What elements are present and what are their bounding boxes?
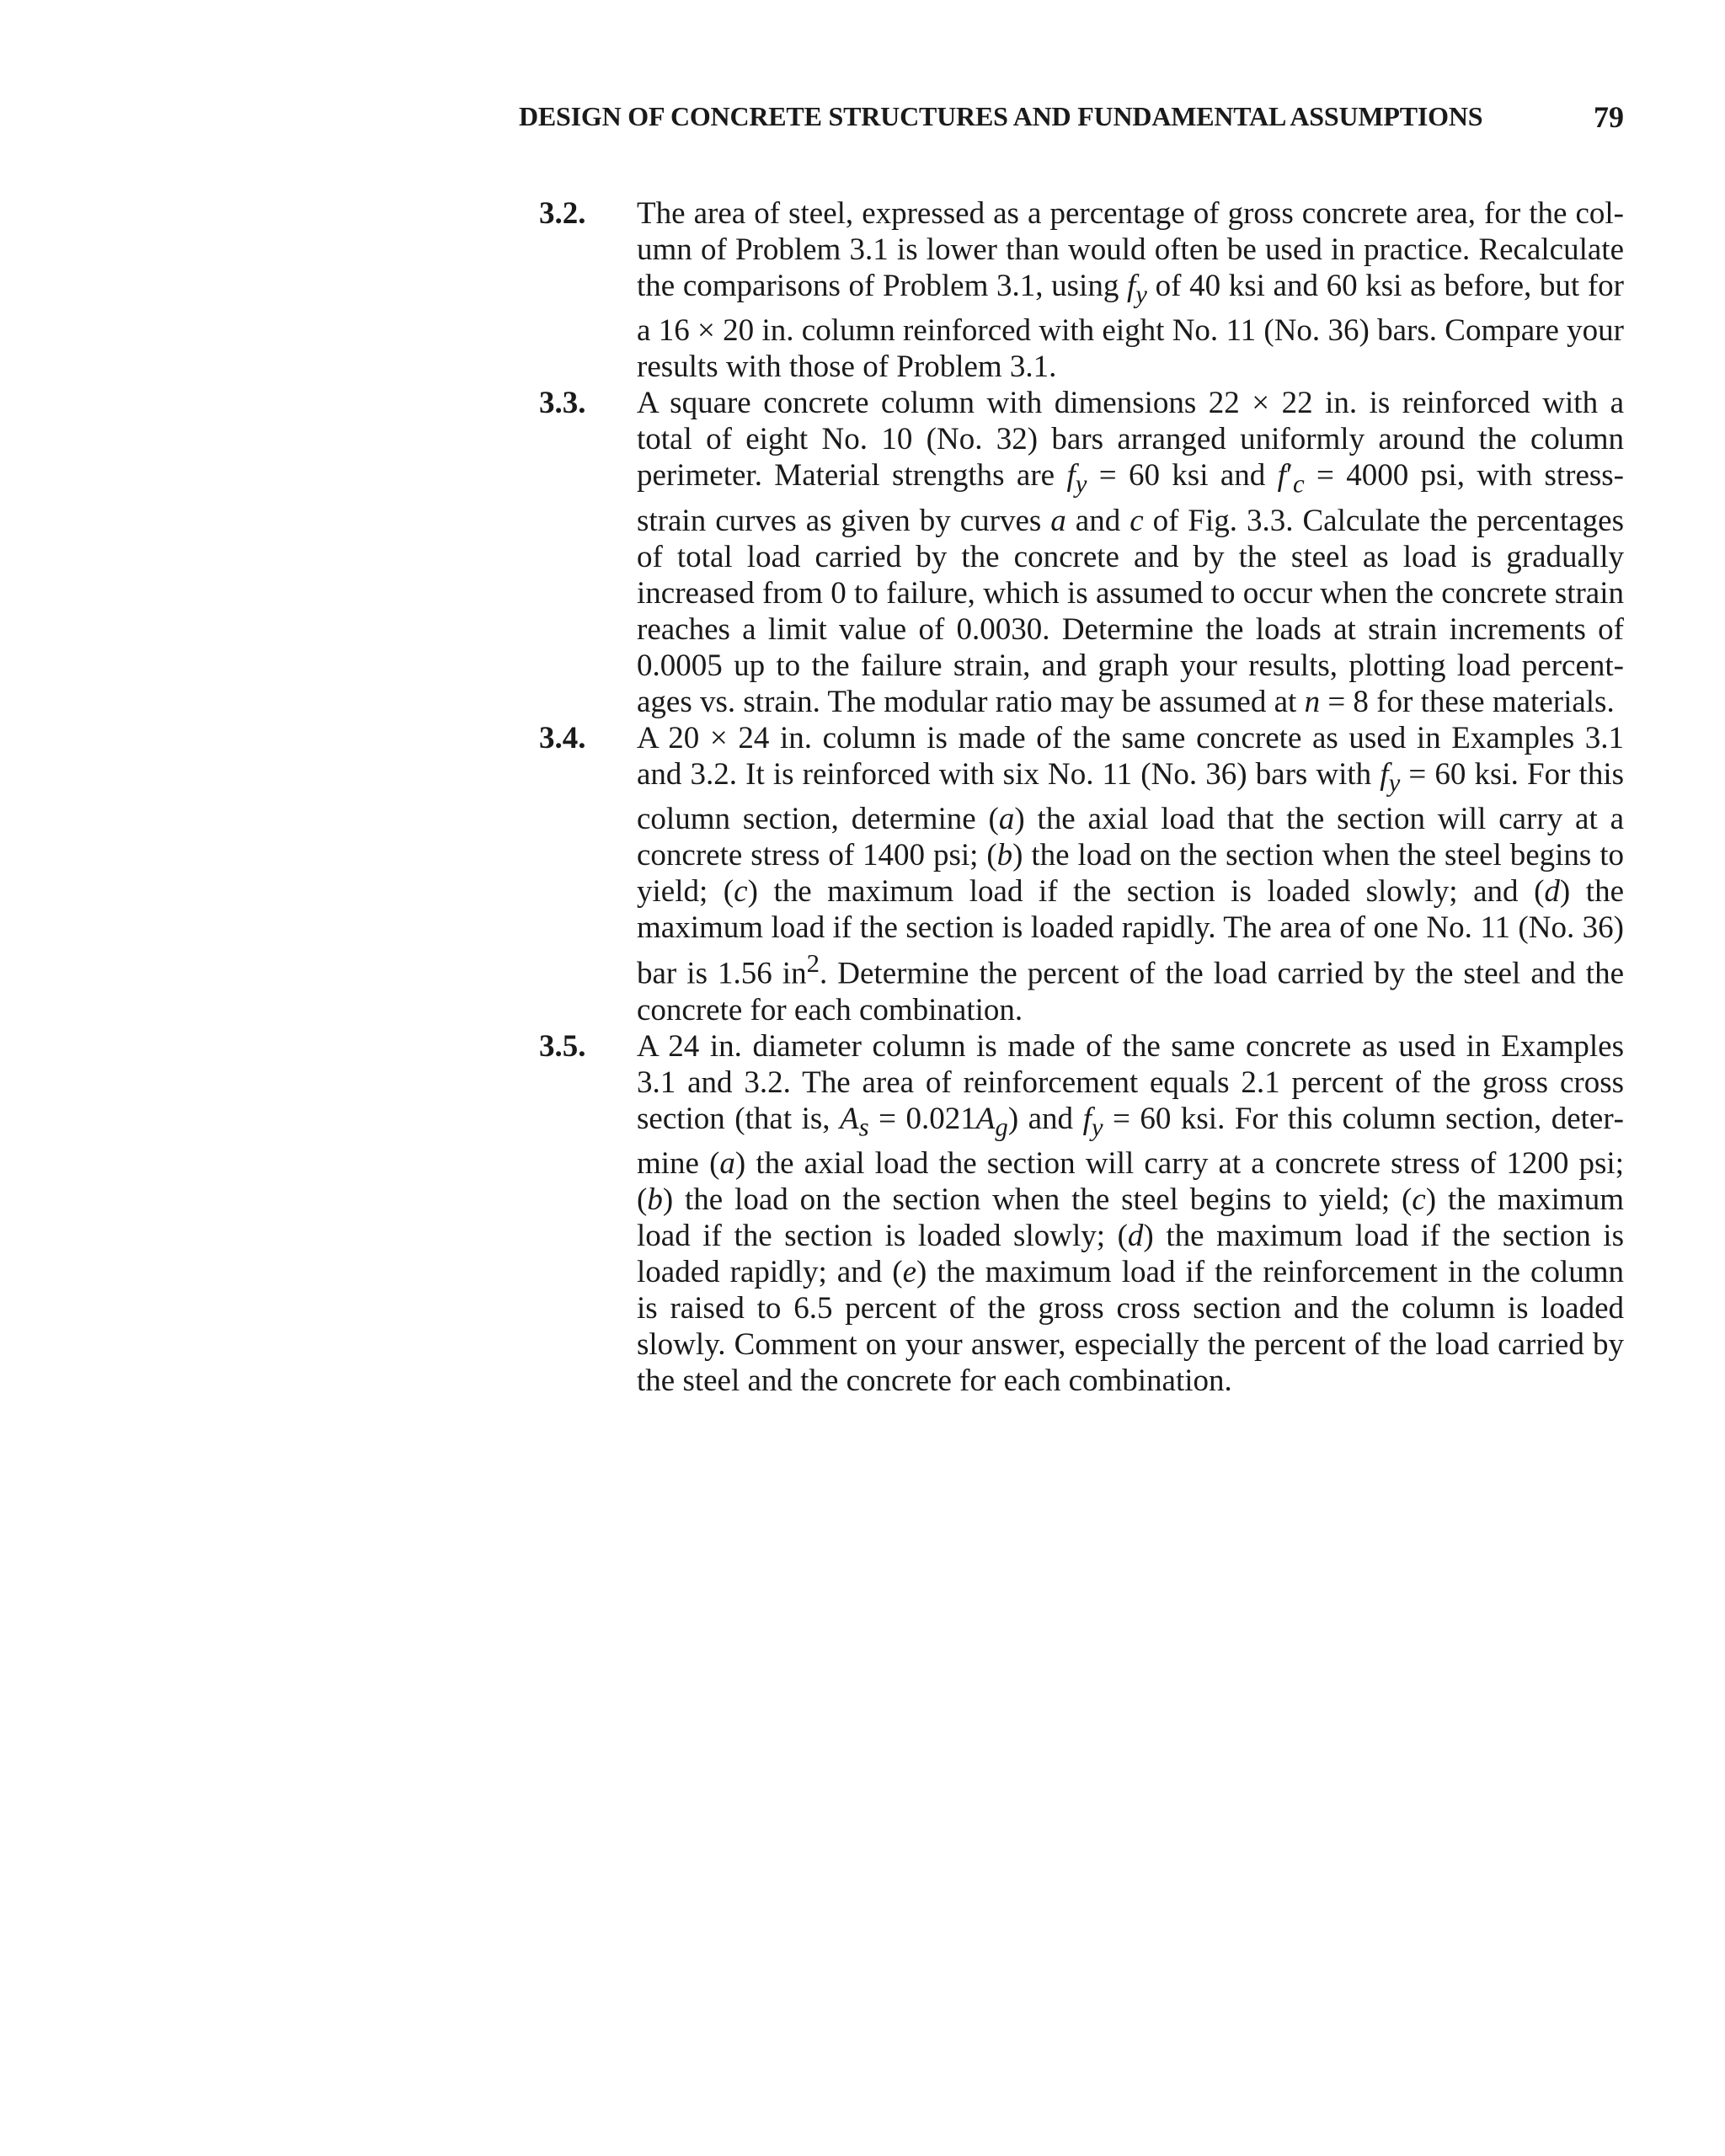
- page-number: 79: [1594, 100, 1624, 134]
- problem-number: 3.4.: [539, 720, 586, 755]
- problem-text: A 20 × 24 in. column is made of the same concrete as used in Examples 3.1 and 3.2. It is reinforced with six No. 11 (No. 36) bars with $f_y = 60$ ksi. For this column section, determine (a) the axial load that the section will carry at a concrete stress of 1400 psi; (b) the load on the section when the steel begins to yield; (c) the maximum load if the section is loaded slowly; and (d) the maximum load if the section is loaded rapidly. The area of one No. 11 (No. 36) bar is 1.56 $in^2$. Determine the percent of the load carried by the steel and the concrete for each combination.: [637, 720, 1625, 1027]
- problem-3-5: [539, 1028, 1624, 1399]
- problem-list: [539, 195, 1624, 1399]
- problem-number: 3.3.: [539, 386, 586, 421]
- problem-3-4: [539, 720, 1624, 1028]
- page-header: [519, 101, 1624, 141]
- problem-number: 3.2.: [539, 196, 586, 231]
- problem-3-2: [539, 195, 1624, 385]
- problem-text: A 24 in. diameter column is made of the same concrete as used in Examples 3.1 and 3.2. The area of reinforcement equals 2.1 percent of the gross cross section (that is, $A_s = 0.021A_g$) and $f_y = 60$ ksi. For this column section, determine (a) the axial load the section will carry at a concrete stress of 1200 psi; (b) the load on the section when the steel begins to yield; (c) the maximum load if the section is loaded slowly; (d) the maximum load if the section is loaded rapidly; and (e) the maximum load if the reinforcement in the column is raised to 6.5 percent of the gross cross section and the column is loaded slowly. Comment on your answer, especially the percent of the load carried by the steel and the concrete for each combination.: [637, 1028, 1625, 1398]
- problem-text: A square concrete column with dimensions 22 × 22 in. is reinforced with a total of eight No. 10 (No. 32) bars arranged uniformly around the column perimeter. Material strengths are $f_y = 60$ ksi and $f'_c = 4000$ psi, with stress-strain curves as given by curves a and c of Fig. 3.3. Calculate the percentages of total load carried by the concrete and by the steel as load is gradually increased from 0 to failure, which is assumed to occur when the concrete strain reaches a limit value of 0.0030. Determine the loads at strain increments of 0.0005 up to the failure strain, and graph your results, plotting load percentages vs. strain. The modular ratio may be assumed at n = 8 for these materials.: [637, 386, 1624, 719]
- problem-3-3: [539, 385, 1624, 719]
- problem-number: 3.5.: [539, 1028, 586, 1064]
- problem-text: The area of steel, expressed as a percentage of gross concrete area, for the column of Problem 3.1 is lower than would often be used in practice. Recalculate the comparisons of Problem 3.1, using $f_y$ of 40 ksi and 60 ksi as before, but for a 16 × 20 in. column reinforced with eight No. 11 (No. 36) bars. Compare your results with those of Problem 3.1.: [637, 196, 1624, 385]
- running-head: DESIGN OF CONCRETE STRUCTURES AND FUNDAMENTAL ASSUMPTIONS: [519, 101, 1483, 131]
